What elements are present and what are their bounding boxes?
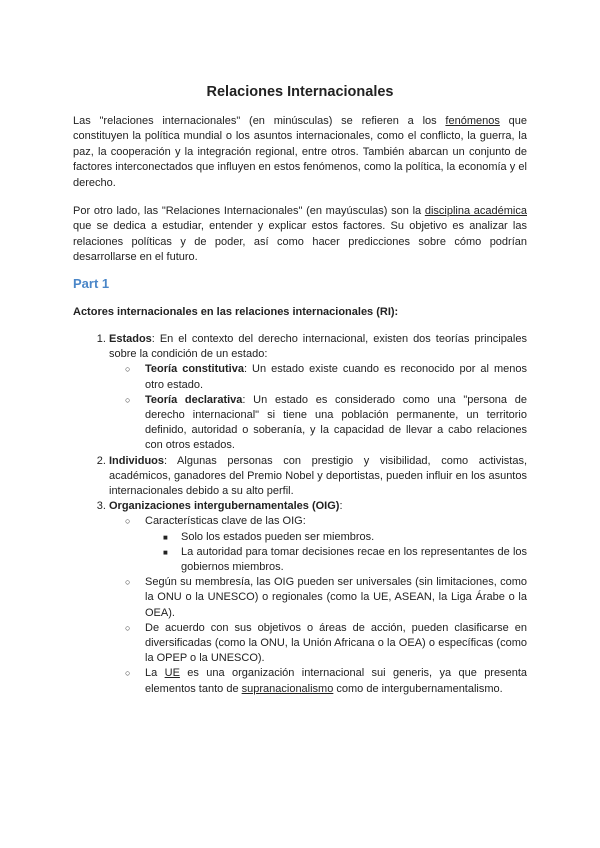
- page-title: Relaciones Internacionales: [206, 84, 394, 100]
- ue-text-b: es una organización internacional sui generis, ya que presenta elementos tanto de: [145, 667, 528, 695]
- sub-item-declarativa: [145, 393, 527, 454]
- declarativa-term: Teoría declarativa: [145, 393, 243, 406]
- fenomenos-link[interactable]: fenómenos: [445, 115, 500, 127]
- sub-item-constitutiva: [145, 362, 527, 392]
- ue-text-a: La: [145, 667, 165, 680]
- p1-text-b: que constituyen la política mundial o los asuntos internacionales, como el conflicto, la guerra, la paz, la cooperación y la integración regional, entre otros. También abarcan un conjunto de factores interconectados que influyen en estos fenómenos, como la política, la economía y el derecho.: [73, 115, 527, 189]
- constitutiva-term: Teoría constitutiva: [145, 363, 244, 376]
- intro-paragraph-2: [73, 204, 527, 266]
- individuos-text: : Algunas personas con prestigio y visibilidad, como activistas, académicos, ganadores del Premio Nobel y deportistas, pueden influir en los asuntos internacionales debido a su alto perfil.: [109, 454, 527, 498]
- sub-item-caracteristicas: [145, 514, 527, 575]
- estados-text: : En el contexto del derecho internacional, existen dos teorías principales sobre la condición de un estado:: [109, 333, 527, 361]
- sub-item-ue: [145, 666, 527, 696]
- p1-text-a: Las "relaciones internacionales" (en minúsculas) se refieren a los: [73, 115, 446, 127]
- actors-heading: Actores internacionales en las relaciones internacionales (RI):: [73, 306, 399, 318]
- sub-sub-item-autoridad: ■ La autoridad para tomar decisiones recae en los representantes de los gobiernos miembros.: [181, 545, 527, 575]
- list-item-individuos: [109, 454, 527, 500]
- sub-sub-item-miembros: ■ Solo los estados pueden ser miembros.: [181, 530, 527, 545]
- p2-text-b: que se dedica a estudiar, entender y explicar estos factores. Su objetivo es analizar las relaciones políticas y de poder, así como hacer predicciones sobre cómo podrían desarrollarse en el futuro.: [73, 220, 527, 264]
- supranacionalismo-link[interactable]: supranacionalismo: [241, 682, 334, 695]
- sub-item-membresia: ○ Según su membresía, las OIG pueden ser universales (sin limitaciones, como la ONU o la UNESCO) o regionales (como la UE, ASEAN, la Liga Árabe o la OEA).: [145, 575, 527, 621]
- ue-link[interactable]: UE: [164, 667, 180, 680]
- disciplina-academica-link[interactable]: disciplina académica: [424, 205, 527, 217]
- list-item-estados: [109, 332, 527, 454]
- ue-text-c: como de intergubernamentalismo.: [333, 682, 503, 695]
- declarativa-text: : Un estado es considerado como una "persona de derecho internacional" si tiene una población permanente, un territorio definido, autoridad o soberanía, y la capacidad de llevar a cabo relaciones con otros estados.: [145, 393, 527, 452]
- oig-term: Organizaciones intergubernamentales (OIG): [109, 500, 340, 513]
- actors-list: [73, 332, 527, 697]
- sub-item-objetivos: ○ De acuerdo con sus objetivos o áreas de acción, pueden clasificarse en diversificadas (como la ONU, la Unión Africana o la OEA) o específicas (como la OPEP o la UNESCO).: [145, 621, 527, 667]
- estados-term: Estados: [109, 333, 152, 345]
- list-item-oig: [109, 499, 527, 697]
- section-heading: Part 1: [73, 276, 110, 291]
- caracteristicas-text: Características clave de las OIG:: [145, 515, 306, 528]
- p2-text-a: Por otro lado, las "Relaciones Internacionales" (en mayúsculas) son la: [73, 205, 425, 217]
- constitutiva-text: : Un estado existe cuando es reconocido por al menos otro estado.: [145, 363, 527, 391]
- oig-text: :: [339, 500, 343, 513]
- individuos-term: Individuos: [109, 454, 164, 467]
- intro-paragraph-1: [73, 114, 527, 191]
